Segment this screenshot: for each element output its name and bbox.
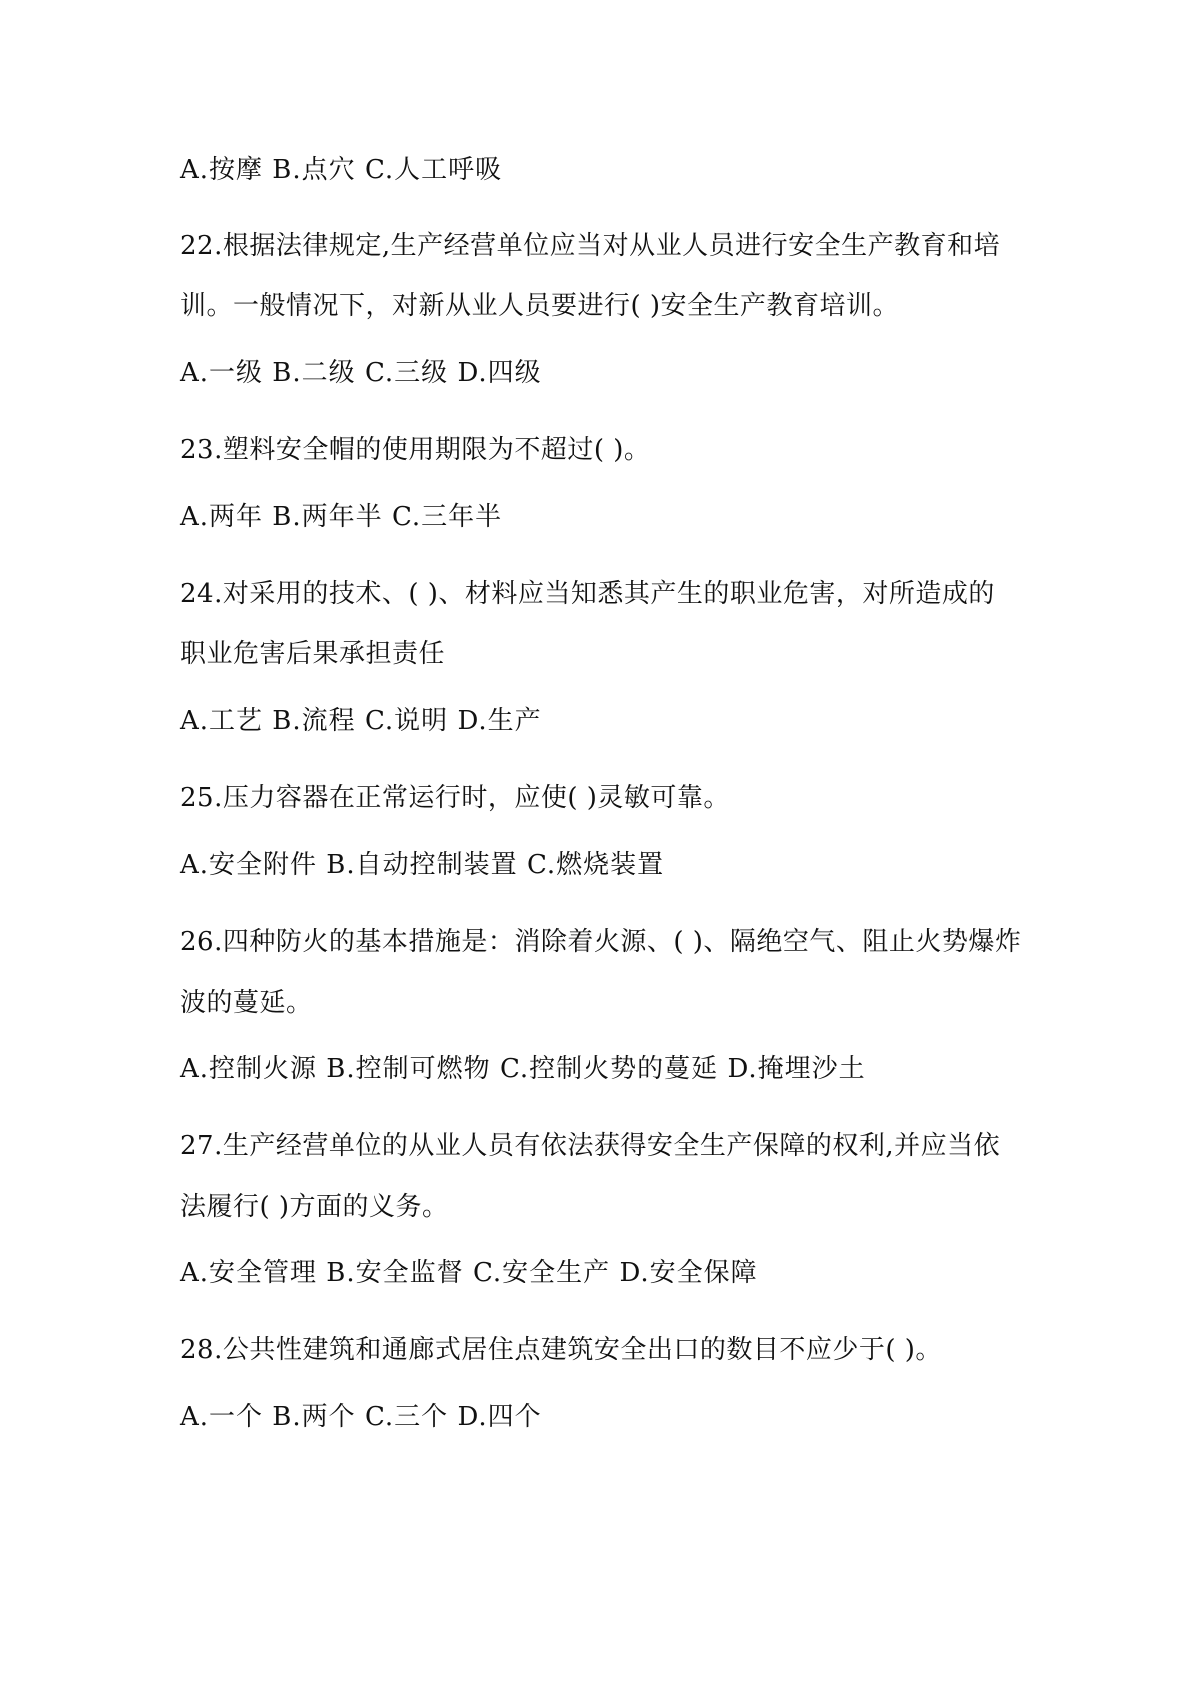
question-27-options: A.安全管理 B.安全监督 C.安全生产 D.安全保障 [180,1258,758,1288]
question-23-text-line-1: 23.塑料安全帽的使用期限为不超过( )。 [180,435,651,465]
question-27-text-line-2: 法履行( )方面的义务。 [180,1192,449,1222]
question-26-text-line-1: 26.四种防火的基本措施是：消除着火源、( )、隔绝空气、阻止火势爆炸 [180,927,1022,957]
question-22-text-line-2: 训。一般情况下，对新从业人员要进行( )安全生产教育培训。 [180,291,900,321]
question-21-options: A.按摩 B.点穴 C.人工呼吸 [180,155,503,185]
question-26-text-line-2: 波的蔓延。 [180,988,313,1018]
question-25-options: A.安全附件 B.自动控制装置 C.燃烧装置 [180,850,665,880]
question-27-text-line-1: 27.生产经营单位的从业人员有依法获得安全生产保障的权利,并应当依 [180,1131,1001,1161]
question-24-text-line-2: 职业危害后果承担责任 [180,639,446,669]
question-25-text-line-1: 25.压力容器在正常运行时，应使( )灵敏可靠。 [180,783,730,813]
question-24-options: A.工艺 B.流程 C.说明 D.生产 [180,706,542,736]
question-26-options: A.控制火源 B.控制可燃物 C.控制火势的蔓延 D.掩埋沙土 [180,1054,866,1084]
question-28-text-line-1: 28.公共性建筑和通廊式居住点建筑安全出口的数目不应少于( )。 [180,1335,942,1365]
question-23-options: A.两年 B.两年半 C.三年半 [180,502,503,532]
question-22-text-line-1: 22.根据法律规定,生产经营单位应当对从业人员进行安全生产教育和培 [180,231,1001,261]
question-28-options: A.一个 B.两个 C.三个 D.四个 [180,1402,542,1432]
question-24-text-line-1: 24.对采用的技术、( )、材料应当知悉其产生的职业危害，对所造成的 [180,579,995,609]
question-22-options: A.一级 B.二级 C.三级 D.四级 [180,358,542,388]
